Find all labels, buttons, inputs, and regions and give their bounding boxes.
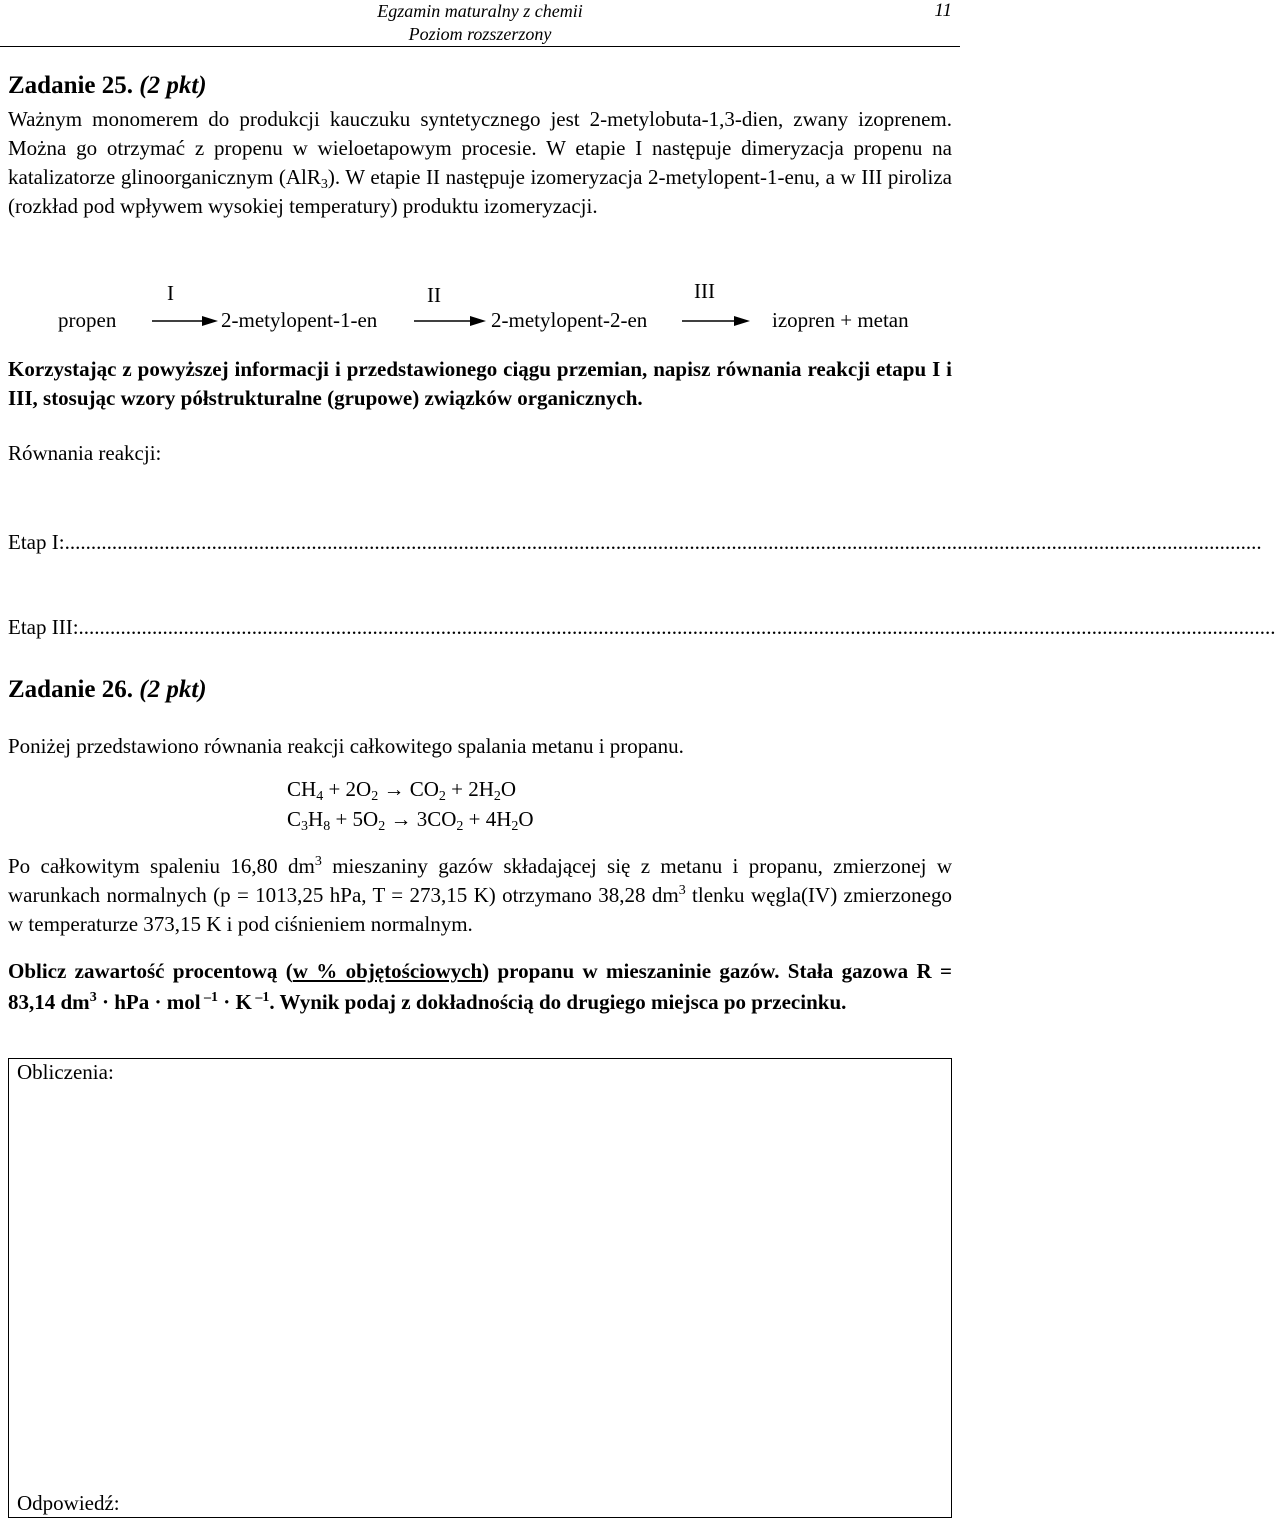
- eq2-co2-sub: 2: [456, 819, 464, 834]
- desc-part1: Po całkowitym spaleniu 16,80 dm: [8, 854, 315, 878]
- header-level: Poziom rozszerzony: [408, 24, 552, 44]
- eq1-h-sub: 2: [493, 789, 501, 804]
- task-26-number: Zadanie 26.: [8, 676, 134, 703]
- eq2-h-sub: 8: [323, 819, 331, 834]
- eq2-o2-sub: 2: [378, 819, 386, 834]
- task-26-intro: Poniżej przedstawiono równania reakcji całkowitego spalania metanu i propanu.: [8, 734, 684, 758]
- task-26-description: [8, 852, 952, 939]
- eq2-c-sub: 3: [301, 819, 309, 834]
- combustion-equation-propane: [287, 807, 534, 832]
- instr-part4: · K: [218, 990, 252, 1014]
- task-25-intro-part1: Ważnym monomerem do produkcji kauczuku syntetycznego jest 2-metylobuta-1,3-dien, zwany izoprenem. Można go otrzymać z propenu w wieloetapowym procesie. W etapie I następuje dimeryzacja propenu na katalizatorze glinoorganicznym (AlR: [8, 107, 952, 189]
- task-25-intro: [8, 105, 952, 221]
- task-25-intro-sub: 3: [320, 177, 328, 192]
- eq2-o2: + 5O: [330, 807, 379, 831]
- instr-part3: · hPa · mol: [96, 990, 201, 1014]
- stage-3-answer-dots[interactable]: ....................................................................................................................................................................................................................................: [78, 615, 1276, 639]
- eq2-h2-sub: 2: [511, 819, 519, 834]
- header-exam-title: Egzamin maturalny z chemii: [377, 1, 583, 21]
- desc-part3: tlenku węgla(IV) zmierzonego w temperaturze 373,15 K i pod ciśnieniem normalnym.: [8, 883, 952, 936]
- eq1-co-sub: 2: [438, 789, 446, 804]
- instr-sup2: –1: [200, 990, 219, 1005]
- eq2-o: O: [518, 807, 534, 831]
- eq1-co: CO: [409, 777, 439, 801]
- eq2-c: C: [287, 807, 302, 831]
- scheme-step-label-3: III: [694, 279, 715, 303]
- eq1-arrow: →: [383, 777, 405, 801]
- stage-1-answer-dots[interactable]: ....................................................................................................................................................................................................................................: [64, 530, 1262, 554]
- scheme-arrow-1: [150, 312, 220, 328]
- scheme-step-label-2: II: [427, 283, 441, 307]
- instr-part1: Oblicz zawartość procentową (: [8, 959, 293, 983]
- eq1-o2: + 2O: [323, 777, 372, 801]
- instr-sup3: –1: [251, 990, 270, 1005]
- scheme-step-label-1: I: [167, 281, 174, 305]
- eq1-ch: CH: [287, 777, 317, 801]
- scheme-species-izopren-metan: izopren + metan: [772, 308, 909, 332]
- task-26-title: [8, 676, 207, 704]
- task-25-title: [8, 72, 207, 100]
- combustion-equation-methane: [287, 777, 516, 802]
- task-25-instruction: Korzystając z powyższej informacji i przedstawionego ciągu przemian, napisz równania reakcji etapu I i III, stosując wzory półstrukturalne (grupowe) związków organicznych.: [8, 357, 952, 410]
- eq1-ch-sub: 4: [316, 789, 324, 804]
- instr-part5: . Wynik podaj z dokładnością do drugiego miejsca po przecinku.: [269, 990, 847, 1014]
- scheme-species-2-metylopent-2-en: 2-metylopent-2-en: [491, 308, 648, 332]
- scheme-species-2-metylopent-1-en: 2-metylopent-1-en: [221, 308, 378, 332]
- instr-sup1: 3: [89, 990, 97, 1005]
- scheme-arrow-3: [680, 312, 752, 328]
- desc-sup2: 3: [678, 883, 686, 898]
- stage-1-label: Etap I:: [8, 530, 65, 554]
- instr-underlined: w % objętościowych: [292, 959, 483, 983]
- eq2-arrow: →: [390, 807, 412, 831]
- task-25-number: Zadanie 25.: [8, 72, 134, 99]
- header-divider: [0, 46, 960, 47]
- calculations-label: Obliczenia:: [17, 1060, 114, 1084]
- desc-part2: mieszaniny gazów składającej się z metanu i propanu, zmierzonej w warunkach normalnych (p = 1013,25 hPa, T = 273,15 K) otrzymano 38,28 dm: [8, 854, 952, 907]
- calculation-answer-box[interactable]: [8, 1058, 952, 1518]
- stage-3-label: Etap III:: [8, 615, 79, 639]
- eq2-h2: + 4H: [463, 807, 512, 831]
- eq2-co2: 3CO: [416, 807, 457, 831]
- stage-3-line[interactable]: [8, 615, 1276, 640]
- eq1-h: + 2H: [445, 777, 494, 801]
- answer-label: Odpowiedź:: [17, 1491, 120, 1515]
- stage-1-line[interactable]: [8, 530, 1262, 555]
- scheme-arrow-2: [412, 312, 488, 328]
- equations-label: Równania reakcji:: [8, 441, 162, 465]
- eq1-o: O: [500, 777, 517, 801]
- eq1-o2-sub: 2: [371, 789, 379, 804]
- desc-sup1: 3: [314, 854, 322, 869]
- eq2-h: H: [308, 807, 324, 831]
- instr-part2: ) propanu w mieszaninie gazów. Stała gazowa R = 83,14 dm: [8, 959, 952, 1014]
- task-26-instruction: [8, 956, 952, 1018]
- page-number: 11: [934, 0, 952, 21]
- task-25-intro-part2: ). W etapie II następuje izomeryzacja 2-metylopent-1-enu, a w III piroliza (rozkład pod wpływem wysokiej temperatury) produktu izomeryzacji.: [8, 165, 952, 218]
- task-26-points: (2 pkt): [139, 676, 207, 703]
- scheme-species-propen: propen: [58, 308, 117, 332]
- task-25-points: (2 pkt): [139, 72, 207, 99]
